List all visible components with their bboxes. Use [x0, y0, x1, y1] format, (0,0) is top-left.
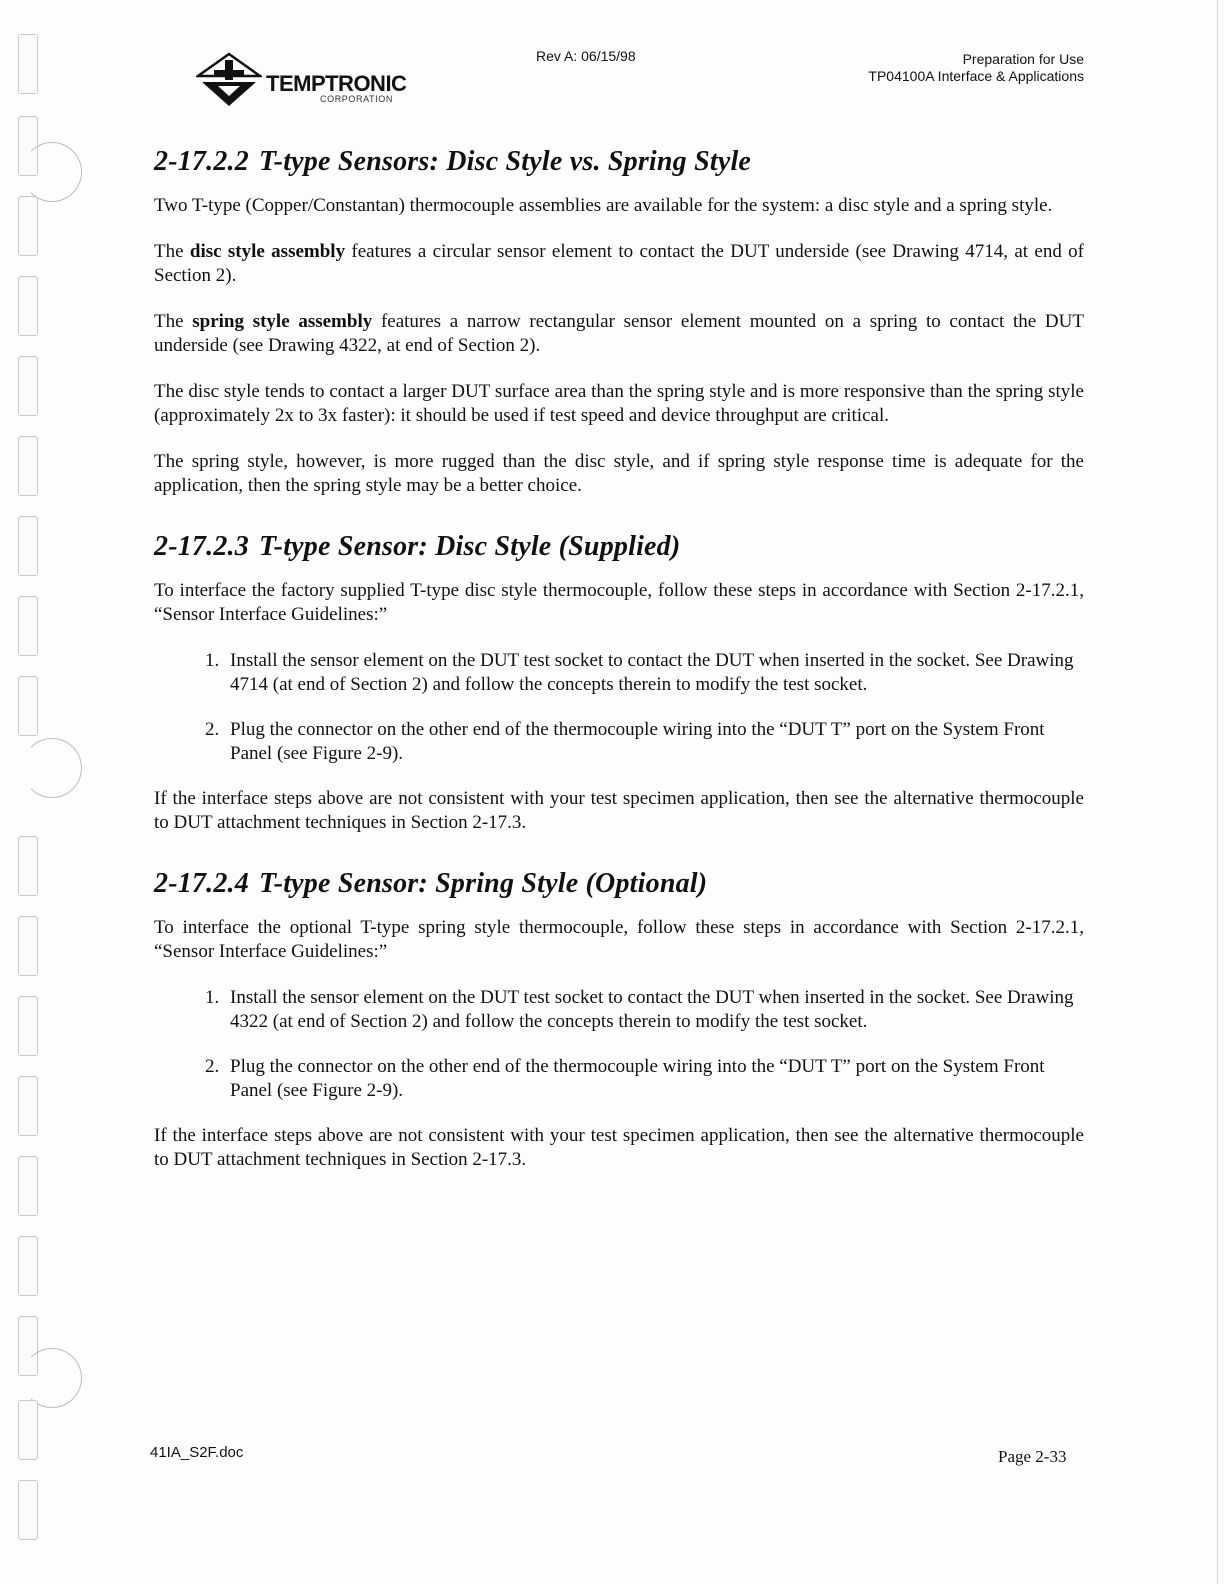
- bold-term: disc style assembly: [189, 240, 346, 262]
- binder-hole: [18, 1480, 38, 1540]
- section-2-17-2-4: [154, 868, 1084, 1173]
- header-titles: [868, 51, 1084, 85]
- binder-hole: [18, 1236, 38, 1296]
- binder-hole: [18, 436, 38, 496]
- binder-hole: [18, 676, 38, 736]
- binder-hole: [18, 1400, 38, 1460]
- binder-hole: [18, 996, 38, 1056]
- binder-holes: [0, 0, 70, 1584]
- binder-hole: [18, 1156, 38, 1216]
- paragraph: [154, 310, 1084, 359]
- paragraph: Two T-type (Copper/Constantan) thermocouple assemblies are available for the system: a disc style and a spring style.: [154, 195, 1053, 216]
- binder-hole: [18, 1076, 38, 1136]
- footer-filename: 41IA_S2F.doc: [150, 1444, 244, 1461]
- text: features a circular sensor element to contact the DUT underside (see Drawing 4714, at end of Section 2).: [154, 240, 1085, 286]
- paragraph: To interface the optional T-type spring style thermocouple, follow these steps in accordance with Section 2-17.2.1, “Sensor Interface Guidelines:”: [154, 916, 1084, 962]
- binder-ring: [22, 738, 82, 798]
- section-2-17-2-3: [154, 531, 1084, 836]
- binder-hole: [18, 836, 38, 896]
- temptronic-logo: [196, 52, 426, 112]
- binder-ring: [22, 1348, 82, 1408]
- binder-hole: [18, 276, 38, 336]
- paragraph: If the interface steps above are not consistent with your test specimen application, then see the alternative thermocouple to DUT attachment techniques in Section 2-17.3.: [154, 787, 1084, 833]
- paragraph: The spring style, however, is more rugged than the disc style, and if spring style response time is adequate for the application, then the spring style may be a better choice.: [154, 450, 1084, 496]
- list-item: 2. Plug the connector on the other end of the thermocouple wiring into the “DUT T” port on the System Front Panel (see Figure 2-9).: [224, 1055, 1084, 1104]
- steps-list: [154, 986, 1084, 1104]
- section-number: 2-17.2.3: [154, 530, 249, 562]
- paragraph: The disc style tends to contact a larger DUT surface area than the spring style and is more responsive than the spring style (approximately 2x to 3x faster): it should be used if test speed and device throughput are critical.: [154, 380, 1084, 426]
- section-heading: [154, 146, 1084, 178]
- steps-list: [154, 649, 1084, 767]
- paragraph: If the interface steps above are not consistent with your test specimen application, then see the alternative thermocouple to DUT attachment techniques in Section 2-17.3.: [154, 1124, 1084, 1170]
- logo-name: TEMPTRONIC: [266, 71, 407, 96]
- page-edge-line: [1217, 0, 1218, 1584]
- text: The: [154, 310, 193, 332]
- binder-hole: [18, 356, 38, 416]
- text: The: [154, 240, 190, 262]
- section-title: T-type Sensor: Spring Style (Optional): [258, 867, 708, 899]
- section-heading: [154, 531, 1084, 563]
- document-title: TP04100A Interface & Applications: [868, 68, 1084, 84]
- temptronic-logo-icon: [196, 52, 262, 108]
- section-title: Preparation for Use: [962, 51, 1084, 67]
- bold-term: spring style assembly: [192, 310, 373, 332]
- page-content: [154, 146, 1084, 1194]
- list-item: 1. Install the sensor element on the DUT test socket to contact the DUT when inserted in the socket. See Drawing 4322 (at end of Section 2) and follow the concepts therein to modify the test socket.: [224, 986, 1084, 1035]
- footer-page-number: Page 2-33: [998, 1447, 1067, 1466]
- revision-label: Rev A: 06/15/98: [536, 48, 636, 64]
- binder-hole: [18, 916, 38, 976]
- section-2-17-2-2: [154, 146, 1084, 499]
- list-item: 1. Install the sensor element on the DUT test socket to contact the DUT when inserted in the socket. See Drawing 4714 (at end of Section 2) and follow the concepts therein to modify the test socket.: [224, 649, 1084, 698]
- section-number: 2-17.2.4: [154, 867, 249, 899]
- binder-ring: [22, 142, 82, 202]
- section-title: T-type Sensors: Disc Style vs. Spring Style: [258, 146, 752, 177]
- list-item: 2. Plug the connector on the other end of the thermocouple wiring into the “DUT T” port on the System Front Panel (see Figure 2-9).: [224, 718, 1084, 767]
- section-heading: [154, 868, 1084, 900]
- text: features a narrow rectangular sensor element mounted on a spring to contact the DUT underside (see Drawing 4322, at end of Section 2).: [154, 310, 1084, 356]
- binder-hole: [18, 596, 38, 656]
- paragraph: [154, 240, 1084, 289]
- logo-subtitle: CORPORATION: [320, 94, 393, 104]
- paragraph: To interface the factory supplied T-type disc style thermocouple, follow these steps in accordance with Section 2-17.2.1, “Sensor Interface Guidelines:”: [154, 579, 1084, 625]
- page-header: [0, 0, 1224, 120]
- binder-hole: [18, 196, 38, 256]
- section-title: T-type Sensor: Disc Style (Supplied): [258, 530, 681, 562]
- binder-hole: [18, 516, 38, 576]
- section-number: 2-17.2.2: [154, 146, 249, 177]
